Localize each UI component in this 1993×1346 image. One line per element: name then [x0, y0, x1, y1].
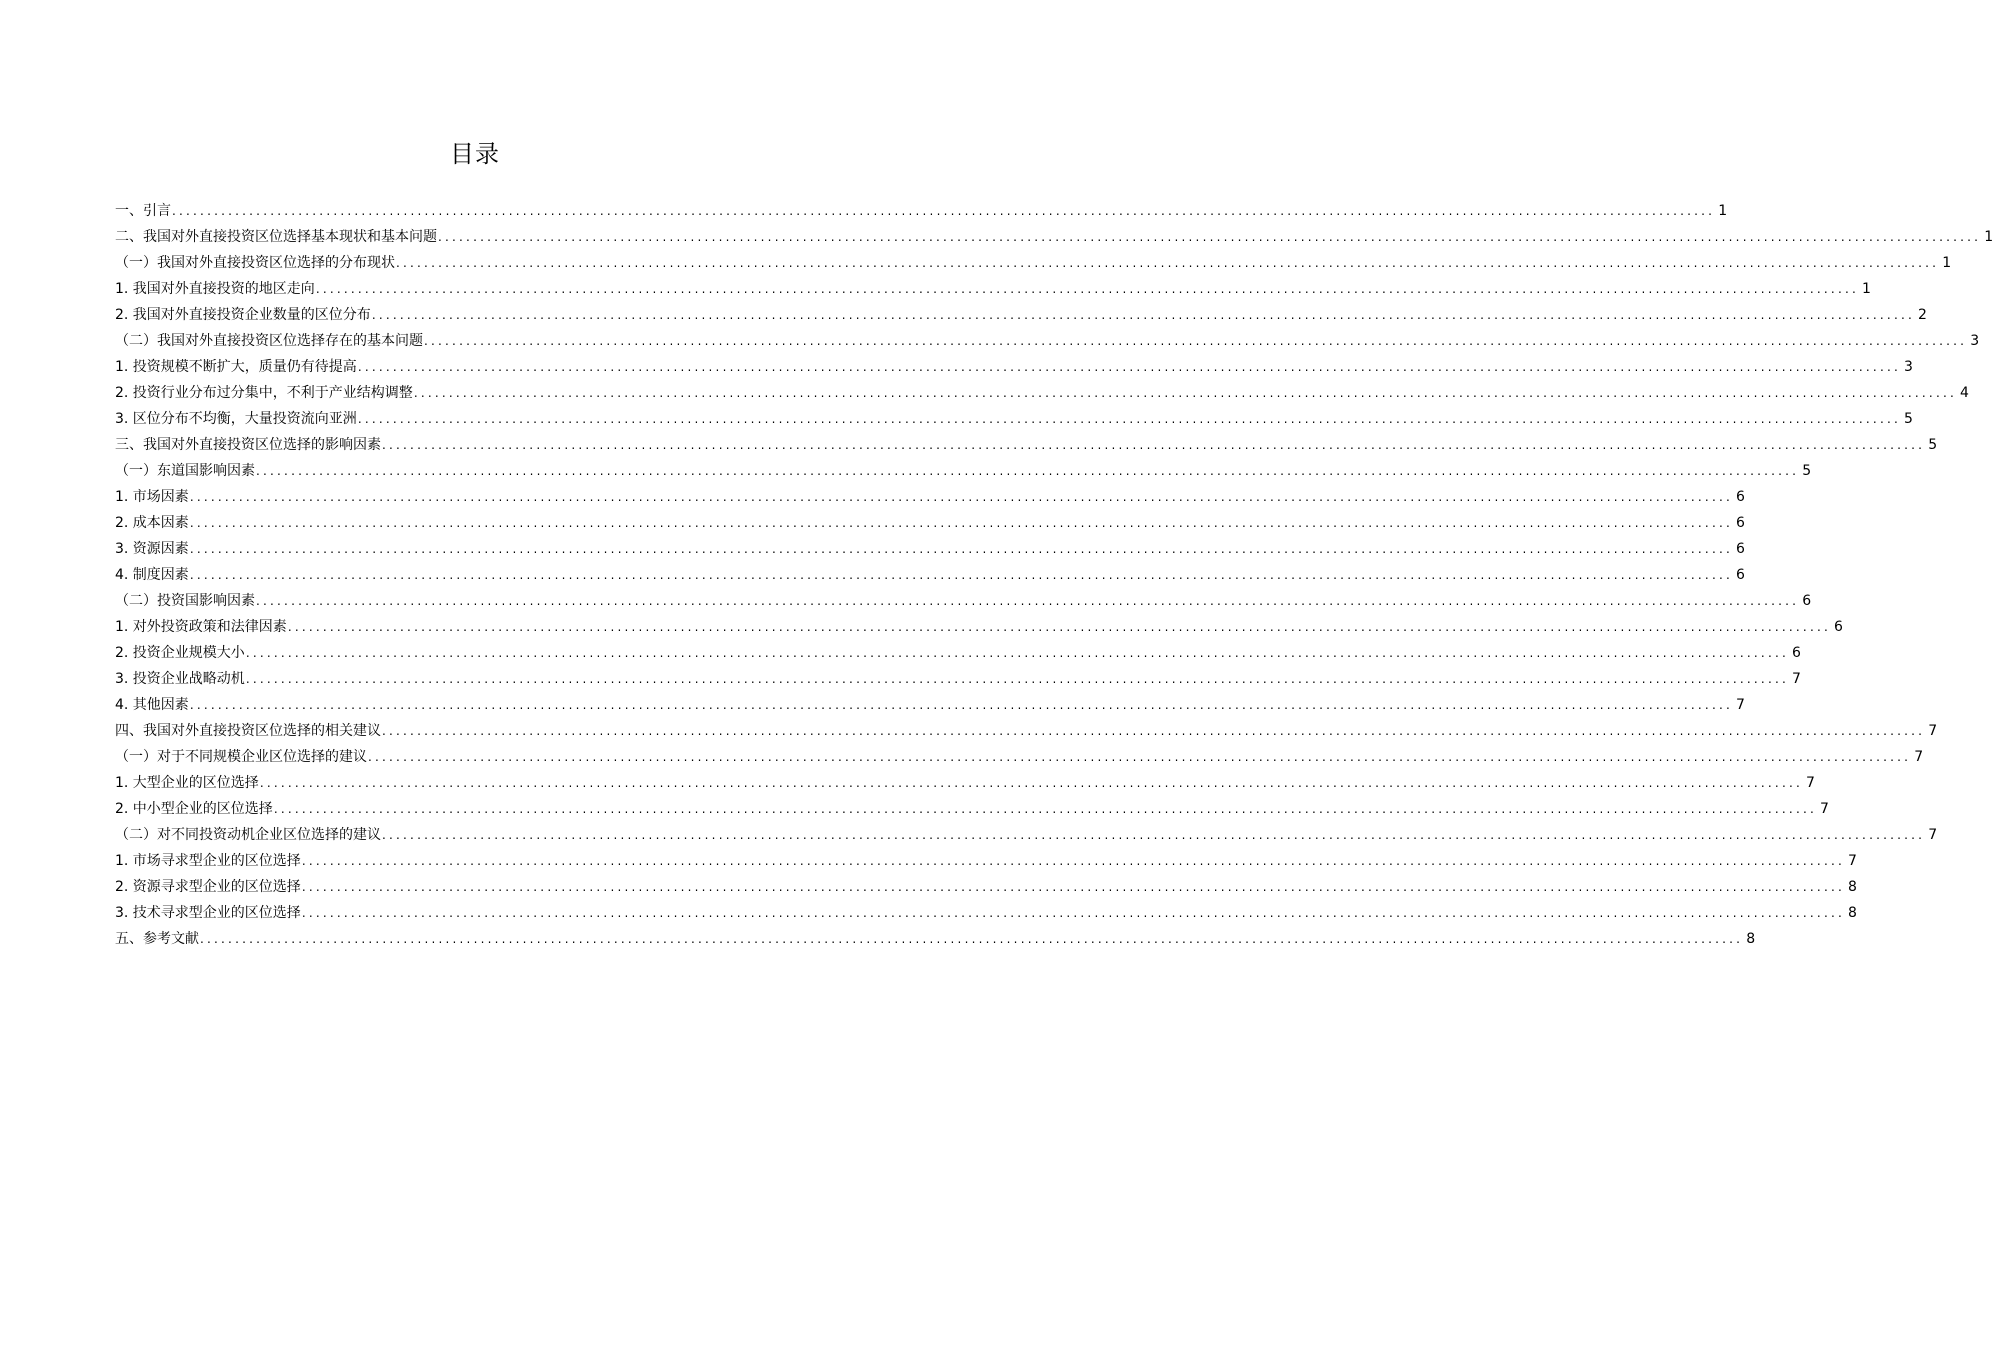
toc-entry-page: 2 — [1918, 307, 1927, 323]
toc-entry-page: 6 — [1834, 619, 1843, 635]
toc-entry[interactable] — [115, 380, 1969, 406]
toc-leader-dots: ............................................................................................................................................................................................................................ — [189, 490, 1733, 504]
toc-leader-dots: ............................................................................................................................................................................................................................ — [301, 854, 1845, 868]
toc-entry-page: 1 — [1718, 203, 1728, 219]
toc-leader-dots: ............................................................................................................................................................................................................................ — [259, 776, 1803, 790]
toc-entry-page: 6 — [1736, 567, 1745, 583]
toc-entry-label: 2. 投资企业规模大小 — [115, 645, 245, 661]
toc-entry-page: 8 — [1848, 905, 1857, 921]
toc-entry[interactable] — [115, 822, 1938, 848]
toc-entry[interactable] — [115, 796, 1829, 822]
toc-entry-label: （二）我国对外直接投资区位选择存在的基本问题 — [115, 333, 423, 349]
toc-entry[interactable] — [115, 198, 1728, 224]
toc-leader-dots: ............................................................................................................................................................................................................................ — [189, 542, 1733, 556]
toc-entry-page: 1 — [1862, 281, 1871, 297]
toc-entry-page: 7 — [1848, 853, 1857, 869]
toc-entry-page: 7 — [1792, 671, 1801, 687]
toc-entry-label: 2. 成本因素 — [115, 515, 189, 531]
toc-entry[interactable] — [115, 588, 1812, 614]
toc-leader-dots: ............................................................................................................................................................................................................................ — [273, 802, 1817, 816]
toc-entry[interactable] — [115, 614, 1843, 640]
toc-entry[interactable] — [115, 328, 1980, 354]
toc-leader-dots: ............................................................................................................................................................................................................................ — [382, 724, 1926, 738]
toc-entry-page: 7 — [1820, 801, 1829, 817]
toc-leader-dots: ............................................................................................................................................................................................................................ — [301, 906, 1845, 920]
toc-leader-dots: ............................................................................................................................................................................................................................ — [315, 282, 1859, 296]
toc-leader-dots: ............................................................................................................................................................................................................................ — [200, 932, 1744, 946]
toc-entry[interactable] — [115, 536, 1745, 562]
toc-entry-label: 2. 资源寻求型企业的区位选择 — [115, 879, 301, 895]
toc-entry[interactable] — [115, 770, 1815, 796]
toc-entry[interactable] — [115, 562, 1745, 588]
toc-entry-label: 1. 市场寻求型企业的区位选择 — [115, 853, 301, 869]
toc-entry-label: 3. 技术寻求型企业的区位选择 — [115, 905, 301, 921]
toc-leader-dots: ............................................................................................................................................................................................................................ — [371, 308, 1915, 322]
toc-entry[interactable] — [115, 666, 1801, 692]
toc-entry[interactable] — [115, 874, 1857, 900]
toc-entry-label: 1. 投资规模不断扩大，质量仍有待提高 — [115, 359, 357, 375]
table-of-contents — [115, 198, 1993, 952]
toc-entry-page: 5 — [1802, 463, 1812, 479]
toc-entry-label: 1. 我国对外直接投资的地区走向 — [115, 281, 315, 297]
toc-entry-page: 8 — [1746, 931, 1756, 947]
toc-entry[interactable] — [115, 744, 1924, 770]
toc-entry[interactable] — [115, 276, 1871, 302]
toc-entry-page: 5 — [1928, 437, 1938, 453]
toc-entry-label: 4. 制度因素 — [115, 567, 189, 583]
toc-entry-page: 6 — [1792, 645, 1801, 661]
toc-entry[interactable] — [115, 302, 1927, 328]
toc-entry-label: （一）我国对外直接投资区位选择的分布现状 — [115, 255, 395, 271]
toc-leader-dots: ............................................................................................................................................................................................................................ — [256, 594, 1800, 608]
toc-entry-label: 3. 资源因素 — [115, 541, 189, 557]
toc-entry-page: 3 — [1970, 333, 1980, 349]
toc-entry-page: 6 — [1736, 489, 1745, 505]
toc-leader-dots: ............................................................................................................................................................................................................................ — [357, 412, 1901, 426]
toc-entry-page: 7 — [1928, 723, 1938, 739]
toc-entry-label: 一、引言 — [115, 203, 171, 219]
toc-entry-label: （二）对不同投资动机企业区位选择的建议 — [115, 827, 381, 843]
toc-entry-label: 1. 大型企业的区位选择 — [115, 775, 259, 791]
toc-entry-label: 二、我国对外直接投资区位选择基本现状和基本问题 — [115, 229, 437, 245]
toc-entry[interactable] — [115, 718, 1938, 744]
toc-entry-page: 1 — [1942, 255, 1952, 271]
toc-entry[interactable] — [115, 250, 1952, 276]
toc-entry[interactable] — [115, 692, 1745, 718]
toc-leader-dots: ............................................................................................................................................................................................................................ — [256, 464, 1800, 478]
toc-entry-label: （二）投资国影响因素 — [115, 593, 255, 609]
toc-entry-label: 五、参考文献 — [115, 931, 199, 947]
toc-leader-dots: ............................................................................................................................................................................................................................ — [245, 672, 1789, 686]
toc-entry-page: 1 — [1984, 229, 1993, 245]
toc-entry-page: 7 — [1928, 827, 1938, 843]
toc-leader-dots: ............................................................................................................................................................................................................................ — [245, 646, 1789, 660]
toc-leader-dots: ............................................................................................................................................................................................................................ — [301, 880, 1845, 894]
toc-entry[interactable] — [115, 848, 1857, 874]
toc-entry[interactable] — [115, 640, 1801, 666]
toc-leader-dots: ............................................................................................................................................................................................................................ — [424, 334, 1968, 348]
toc-entry[interactable] — [115, 510, 1745, 536]
toc-leader-dots: ............................................................................................................................................................................................................................ — [189, 568, 1733, 582]
toc-leader-dots: ............................................................................................................................................................................................................................ — [396, 256, 1940, 270]
toc-entry[interactable] — [115, 484, 1745, 510]
toc-entry-page: 6 — [1736, 515, 1745, 531]
toc-leader-dots: ............................................................................................................................................................................................................................ — [368, 750, 1912, 764]
toc-leader-dots: ............................................................................................................................................................................................................................ — [382, 438, 1926, 452]
toc-entry-page: 8 — [1848, 879, 1857, 895]
toc-entry-page: 7 — [1736, 697, 1745, 713]
toc-leader-dots: ............................................................................................................................................................................................................................ — [172, 204, 1716, 218]
toc-leader-dots: ............................................................................................................................................................................................................................ — [438, 230, 1982, 244]
toc-leader-dots: ............................................................................................................................................................................................................................ — [189, 516, 1733, 530]
toc-entry-page: 6 — [1736, 541, 1745, 557]
toc-entry-label: 四、我国对外直接投资区位选择的相关建议 — [115, 723, 381, 739]
toc-entry-label: 2. 我国对外直接投资企业数量的区位分布 — [115, 307, 371, 323]
toc-entry-page: 6 — [1802, 593, 1812, 609]
toc-entry-page: 5 — [1904, 411, 1913, 427]
toc-entry-label: 2. 中小型企业的区位选择 — [115, 801, 273, 817]
toc-entry[interactable] — [115, 900, 1857, 926]
toc-entry-label: （一）东道国影响因素 — [115, 463, 255, 479]
toc-entry[interactable] — [115, 224, 1993, 250]
toc-leader-dots: ............................................................................................................................................................................................................................ — [189, 698, 1733, 712]
toc-leader-dots: ............................................................................................................................................................................................................................ — [287, 620, 1831, 634]
toc-entry-page: 7 — [1806, 775, 1815, 791]
toc-entry[interactable] — [115, 458, 1812, 484]
toc-entry-label: 2. 投资行业分布过分集中，不利于产业结构调整 — [115, 385, 413, 401]
page-title: 目录 — [450, 140, 500, 168]
toc-entry-page: 4 — [1960, 385, 1969, 401]
toc-entry-label: 4. 其他因素 — [115, 697, 189, 713]
toc-entry-page: 7 — [1914, 749, 1924, 765]
toc-entry-label: 1. 市场因素 — [115, 489, 189, 505]
toc-leader-dots: ............................................................................................................................................................................................................................ — [357, 360, 1901, 374]
toc-entry[interactable] — [115, 354, 1913, 380]
toc-entry[interactable] — [115, 926, 1756, 952]
toc-entry-label: 1. 对外投资政策和法律因素 — [115, 619, 287, 635]
toc-entry[interactable] — [115, 432, 1938, 458]
toc-entry-label: 3. 区位分布不均衡，大量投资流向亚洲 — [115, 411, 357, 427]
toc-entry[interactable] — [115, 406, 1913, 432]
toc-entry-label: （一）对于不同规模企业区位选择的建议 — [115, 749, 367, 765]
toc-entry-label: 3. 投资企业战略动机 — [115, 671, 245, 687]
toc-leader-dots: ............................................................................................................................................................................................................................ — [382, 828, 1926, 842]
toc-entry-page: 3 — [1904, 359, 1913, 375]
toc-leader-dots: ............................................................................................................................................................................................................................ — [413, 386, 1957, 400]
toc-entry-label: 三、我国对外直接投资区位选择的影响因素 — [115, 437, 381, 453]
